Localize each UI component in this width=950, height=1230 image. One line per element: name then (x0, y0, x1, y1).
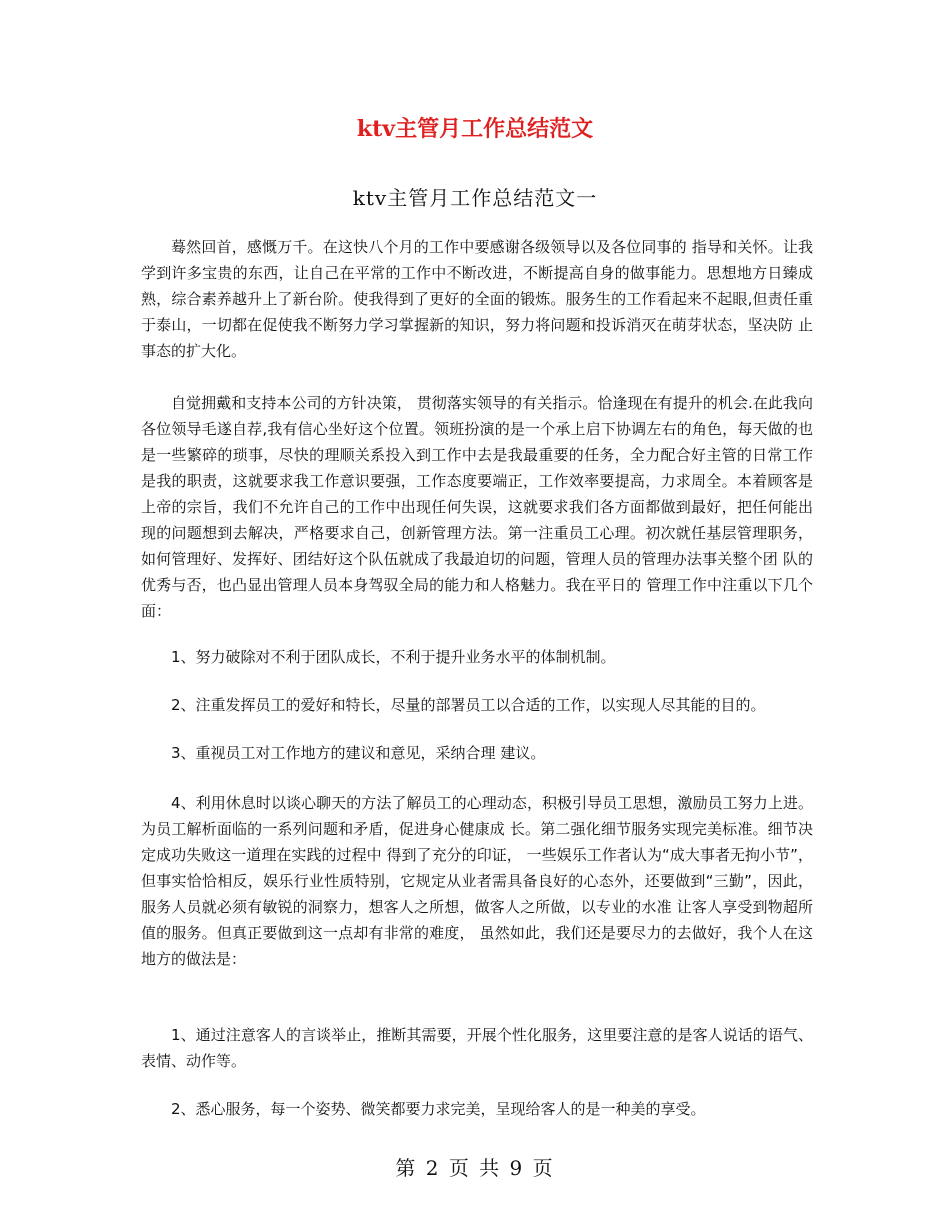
paragraph-2 (141, 390, 813, 624)
paragraph-1 (141, 234, 813, 364)
paragraph-text: 4、利用休息时以谈心聊天的方法了解员工的心理动态，积极引导员工思想，激励员工努力上进。为员工解析面临的一系列问题和矛盾，促进身心健康成 长。第二强化细节服务实现完美标准。细节决定成功失败这一道理在实践的过程中 得到了充分的印证， 一些娱乐工作者认为“成大事者无拘小节”，但事实恰恰相反，娱乐行业性质特别，它规定从业者需具备良好的心态外，还要做到“三勤”，因此，服务人员就必须有敏锐的洞察力，想客人之所想，做客人之所做，以专业的水准 让客人享受到物超所值的服务。但真正要做到这一点却有非常的难度， 虽然如此，我们还是要尽力的去做好，我个人在这地方的做法是： (141, 794, 813, 968)
list-item-5 (141, 1096, 813, 1122)
list-item-text: 1、努力破除对不利于团队成长，不利于提升业务水平的体制机制。 (171, 648, 616, 666)
paragraph-text: 自觉拥戴和支持本公司的方针决策， 贯彻落实领导的有关指示。恰逢现在有提升的机会.在此我向各位领导毛遂自荐,我有信心坐好这个位置。领班扮演的是一个承上启下协调左右的角色，每天做的也是一些繁碎的琐事，尽快的理顺关系投入到工作中去是我最重要的任务，全力配合好主管的日常工作 是我的职责，这就要求我工作意识要强，工作态度要端正，工作效率要提高，力求周全。本着顾客是上帝的宗旨，我们不允许自己的工作中出现任何失误，这就要求我们各方面都做到最好，把任何能出现的问题想到去解决，严格要求自己，创新管理方法。第一注重员工心理。初次就任基层管理职务，如何管理好、发挥好、团结好这个队伍就成了我最迫切的问题，管理人员的管理办法事关整个团 队的优秀与否，也凸显出管理人员本身驾驭全局的能力和人格魅力。我在平日的 管理工作中注重以下几个面： (141, 394, 813, 620)
list-item-text: 3、重视员工对工作地方的建议和意见，采纳合理 建议。 (171, 744, 546, 762)
page-footer: 第 2 页 共 9 页 (395, 1156, 555, 1180)
list-item-text: 2、注重发挥员工的爱好和特长，尽量的部署员工以合适的工作，以实现人尽其能的目的。 (171, 696, 766, 714)
document-title: ktv主管月工作总结范文 (356, 116, 594, 142)
list-item-3 (141, 740, 813, 766)
list-item-1 (141, 644, 813, 670)
list-item-text: 1、通过注意客人的言谈举止，推断其需要，开展个性化服务，这里要注意的是客人说话的语气、表情、动作等。 (141, 1026, 813, 1070)
paragraph-3 (141, 790, 813, 972)
list-item-text: 2、悉心服务，每一个姿势、微笑都要力求完美，呈现给客人的是一种美的享受。 (171, 1100, 706, 1118)
list-item-2 (141, 692, 813, 718)
list-item-4 (141, 1022, 813, 1074)
document-subtitle: ktv主管月工作总结范文一 (352, 186, 598, 210)
paragraph-text: 蓦然回首，感慨万千。在这快八个月的工作中要感谢各级领导以及各位同事的 指导和关怀。让我学到许多宝贵的东西，让自己在平常的工作中不断改进，不断提高自身的做事能力。思想地方日臻成熟，综合素养越升上了新台阶。使我得到了更好的全面的锻炼。服务生的工作看起来不起眼,但责任重于泰山，一切都在促使我不断努力学习掌握新的知识，努力将问题和投诉消灭在萌芽状态，坚决防 止事态的扩大化。 (141, 238, 813, 360)
